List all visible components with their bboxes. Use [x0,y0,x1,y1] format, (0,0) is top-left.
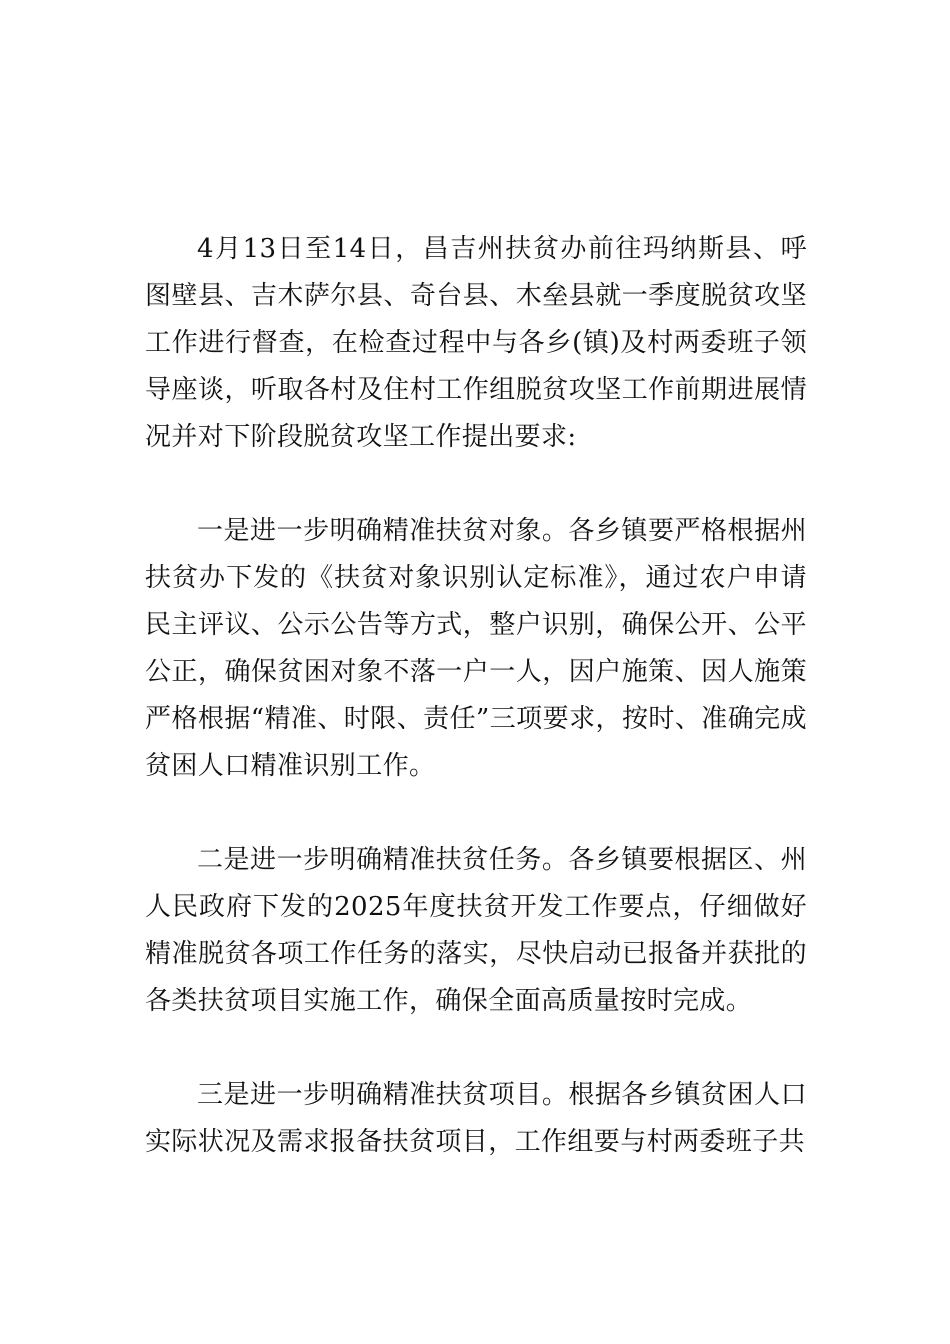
paragraph-spacer [145,461,807,508]
paragraph-target-objects: 一是进一步明确精准扶贫对象。各乡镇要严格根据州扶贫办下发的《扶贫对象识别认定标准》，通过农户申请民主评议、公示公告等方式，整户识别，确保公开、公平公正，确保贫困对象不落一户一人，因户施策、因人施策严格根据“精准、时限、责任”三项要求，按时、准确完成贫困人口精准识别工作。 [145,516,807,781]
paragraph-target-projects: 三是进一步明确精准扶贫项目。根据各乡镇贫困人口实际状况及需求报备扶贫项目，工作组要与村两委班子共 [145,1080,807,1157]
paragraph-target-tasks: 二是进一步明确精准扶贫任务。各乡镇要根据区、州人民政府下发的2025年度扶贫开发工作要点，仔细做好精准脱贫各项工作任务的落实，尽快启动已报备并获批的各类扶贫项目实施工作，确保全面高质量按时完成。 [145,845,807,1016]
paragraph-spacer [145,1025,807,1072]
paragraph-spacer [145,790,807,837]
document-body [145,226,807,1166]
paragraph-intro: 4月13日至14日，昌吉州扶贫办前往玛纳斯县、呼图壁县、吉木萨尔县、奇台县、木垒县就一季度脱贫攻坚工作进行督查，在检查过程中与各乡(镇)及村两委班子领导座谈，听取各村及住村工作组脱贫攻坚工作前期进展情况并对下阶段脱贫攻坚工作提出要求: [145,234,807,452]
